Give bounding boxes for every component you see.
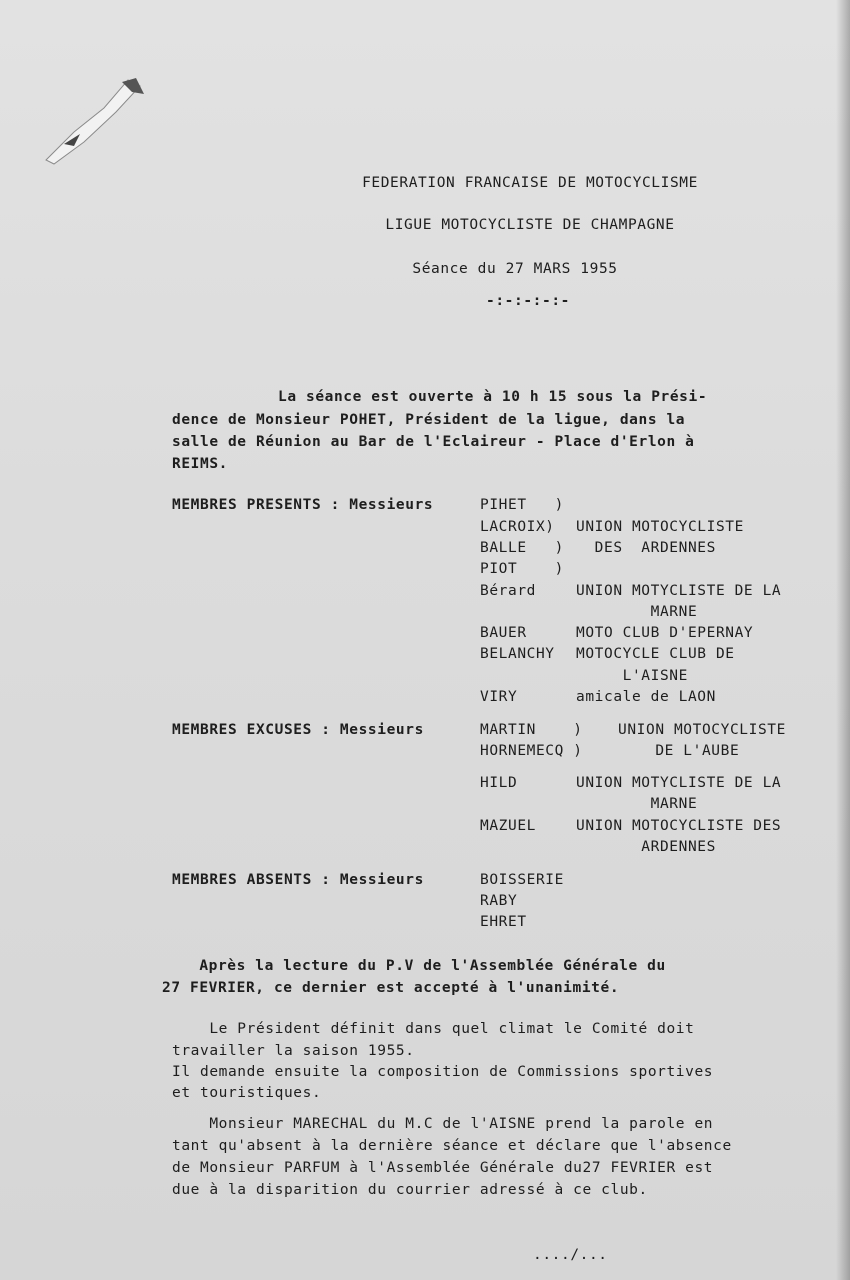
member-name: Bérard [480,583,536,599]
intro-line: REIMS. [172,456,228,472]
member-club: L'AISNE [576,668,688,684]
member-name: PIOT ) [480,561,564,577]
paragraph-line: et touristiques. [172,1085,322,1101]
member-club: DE L'AUBE [618,743,740,759]
member-club: UNION MOTOCYCLISTE [618,722,786,738]
member-club: MARNE [576,604,698,620]
page-continuation: ..../... [533,1247,608,1263]
member-name: BOISSERIE [480,872,564,888]
paragraph-line: 27 FEVRIER, ce dernier est accepté à l'unanimité. [162,980,620,996]
member-club: MOTOCYCLE CLUB DE [576,646,735,662]
member-club: UNION MOTOCYCLISTE DES [576,818,782,834]
paragraph-line: Le Président définit dans quel climat le Comité doit [172,1021,695,1037]
intro-line: La séance est ouverte à 10 h 15 sous la Prési- [278,389,708,405]
member-name: MAZUEL [480,818,536,834]
member-name: VIRY [480,689,518,705]
paragraph-line: Après la lecture du P.V de l'Assemblée Générale du [162,958,666,974]
intro-line: salle de Réunion au Bar de l'Eclaireur - Place d'Erlon à [172,434,695,450]
member-club: amicale de LAON [576,689,716,705]
member-name: PIHET ) [480,497,564,513]
member-club: ARDENNES [576,839,716,855]
paragraph-line: tant qu'absent à la dernière séance et déclare que l'absence [172,1138,732,1154]
member-name: HORNEMECQ ) [480,743,583,759]
member-club: DES ARDENNES [576,540,716,556]
member-club: UNION MOTYCLISTE DE LA [576,775,782,791]
paragraph-line: Il demande ensuite la composition de Commissions sportives [172,1064,714,1080]
paragraph-line: travailler la saison 1955. [172,1043,415,1059]
paragraph-line: de Monsieur PARFUM à l'Assemblée Générale du27 FEVRIER est [172,1160,714,1176]
paper-tear-mark [44,72,154,172]
members-absents-label: MEMBRES ABSENTS : Messieurs [172,872,424,888]
header-federation: FEDERATION FRANCAISE DE MOTOCYCLISME [362,175,698,191]
header-seance: Séance du 27 MARS 1955 [412,261,618,277]
member-club: UNION MOTOCYCLISTE [576,519,744,535]
member-name: EHRET [480,914,527,930]
header-separator: -:-:-:-:- [486,293,570,309]
member-club: MARNE [576,796,698,812]
member-name: MARTIN ) [480,722,583,738]
member-name: BAUER [480,625,527,641]
member-name: RABY [480,893,518,909]
member-club: UNION MOTYCLISTE DE LA [576,583,782,599]
intro-line: dence de Monsieur POHET, Président de la ligue, dans la [172,412,686,428]
header-ligue: LIGUE MOTOCYCLISTE DE CHAMPAGNE [385,217,675,233]
member-name: BALLE ) [480,540,564,556]
member-name: LACROIX) [480,519,555,535]
members-excuses-label: MEMBRES EXCUSES : Messieurs [172,722,424,738]
member-club: MOTO CLUB D'EPERNAY [576,625,754,641]
member-name: BELANCHY [480,646,555,662]
paragraph-line: Monsieur MARECHAL du M.C de l'AISNE prend la parole en [172,1116,714,1132]
member-name: HILD [480,775,518,791]
paragraph-line: due à la disparition du courrier adressé à ce club. [172,1182,648,1198]
members-presents-label: MEMBRES PRESENTS : Messieurs [172,497,434,513]
